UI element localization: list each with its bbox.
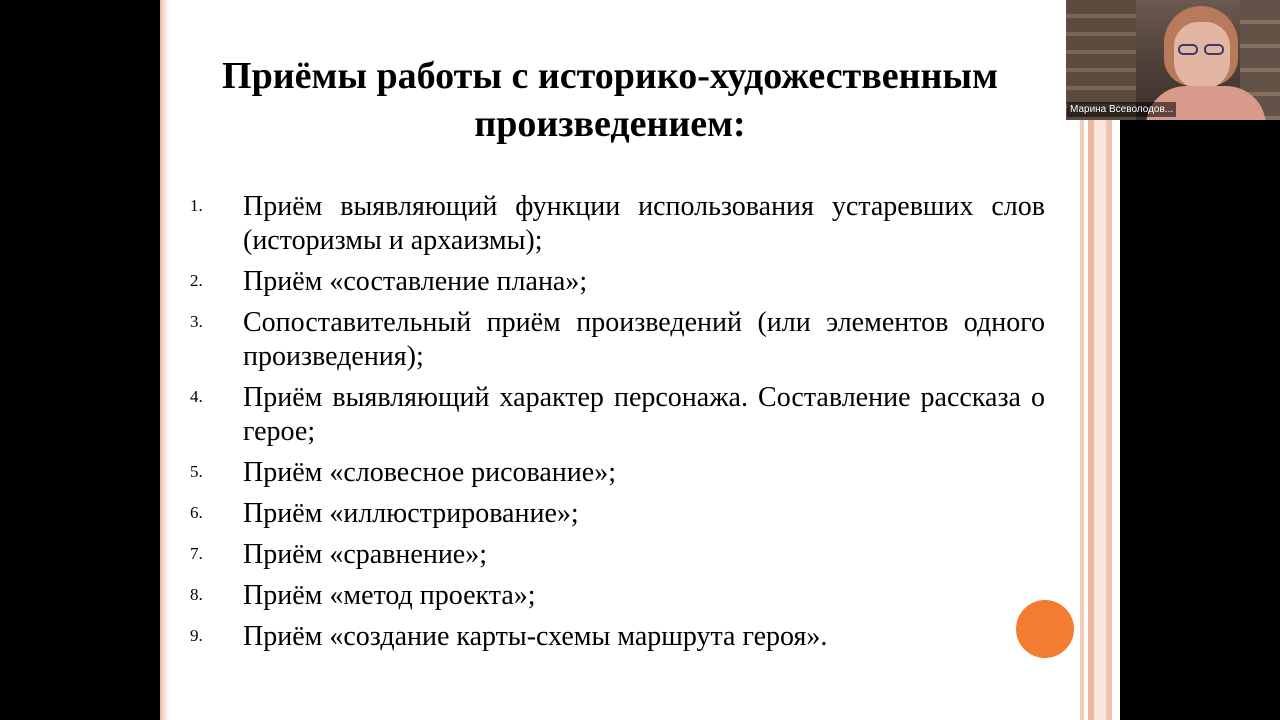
list-item-text: Приём «создание карты-схемы маршрута героя». <box>243 621 828 652</box>
techniques-list <box>190 190 1045 661</box>
slide-title: Приёмы работы с историко-художественным произведением: <box>222 55 998 145</box>
participant-face <box>1174 22 1230 90</box>
list-item <box>190 306 1045 374</box>
list-item-number: 4. <box>190 387 203 406</box>
list-item <box>190 265 1045 299</box>
list-item <box>190 579 1045 613</box>
glasses-icon <box>1178 44 1226 56</box>
slide-left-border <box>160 0 170 720</box>
list-item-text: Приём выявляющий характер персонажа. Составление рассказа о герое; <box>243 382 1045 447</box>
list-item-number: 9. <box>190 626 203 645</box>
list-item <box>190 456 1045 490</box>
list-item-number: 6. <box>190 503 203 522</box>
participant-video-tile[interactable] <box>1066 0 1280 120</box>
list-item-text: Приём выявляющий функции использования устаревших слов (историзмы и архаизмы); <box>243 191 1045 256</box>
list-item-number: 7. <box>190 544 203 563</box>
presentation-slide <box>160 0 1120 720</box>
list-item-text: Приём «иллюстрирование»; <box>243 498 579 529</box>
list-item-number: 3. <box>190 312 203 331</box>
list-item-number: 8. <box>190 585 203 604</box>
list-item-text: Приём «составление плана»; <box>243 266 588 297</box>
list-item-text: Приём «словесное рисование»; <box>243 457 616 488</box>
list-item-number: 5. <box>190 462 203 481</box>
orange-circle-decoration <box>1016 600 1074 658</box>
list-item-text: Приём «сравнение»; <box>243 539 488 570</box>
list-item <box>190 381 1045 449</box>
list-item <box>190 538 1045 572</box>
list-item <box>190 497 1045 531</box>
participant-name-label: Марина Всеволодов... <box>1067 102 1176 117</box>
list-item-text: Сопоставительный приём произведений (или элементов одного произведения); <box>243 307 1045 372</box>
list-item <box>190 620 1045 654</box>
list-item-number: 1. <box>190 196 203 215</box>
list-item <box>190 190 1045 258</box>
list-item-text: Приём «метод проекта»; <box>243 580 536 611</box>
list-item-number: 2. <box>190 271 203 290</box>
